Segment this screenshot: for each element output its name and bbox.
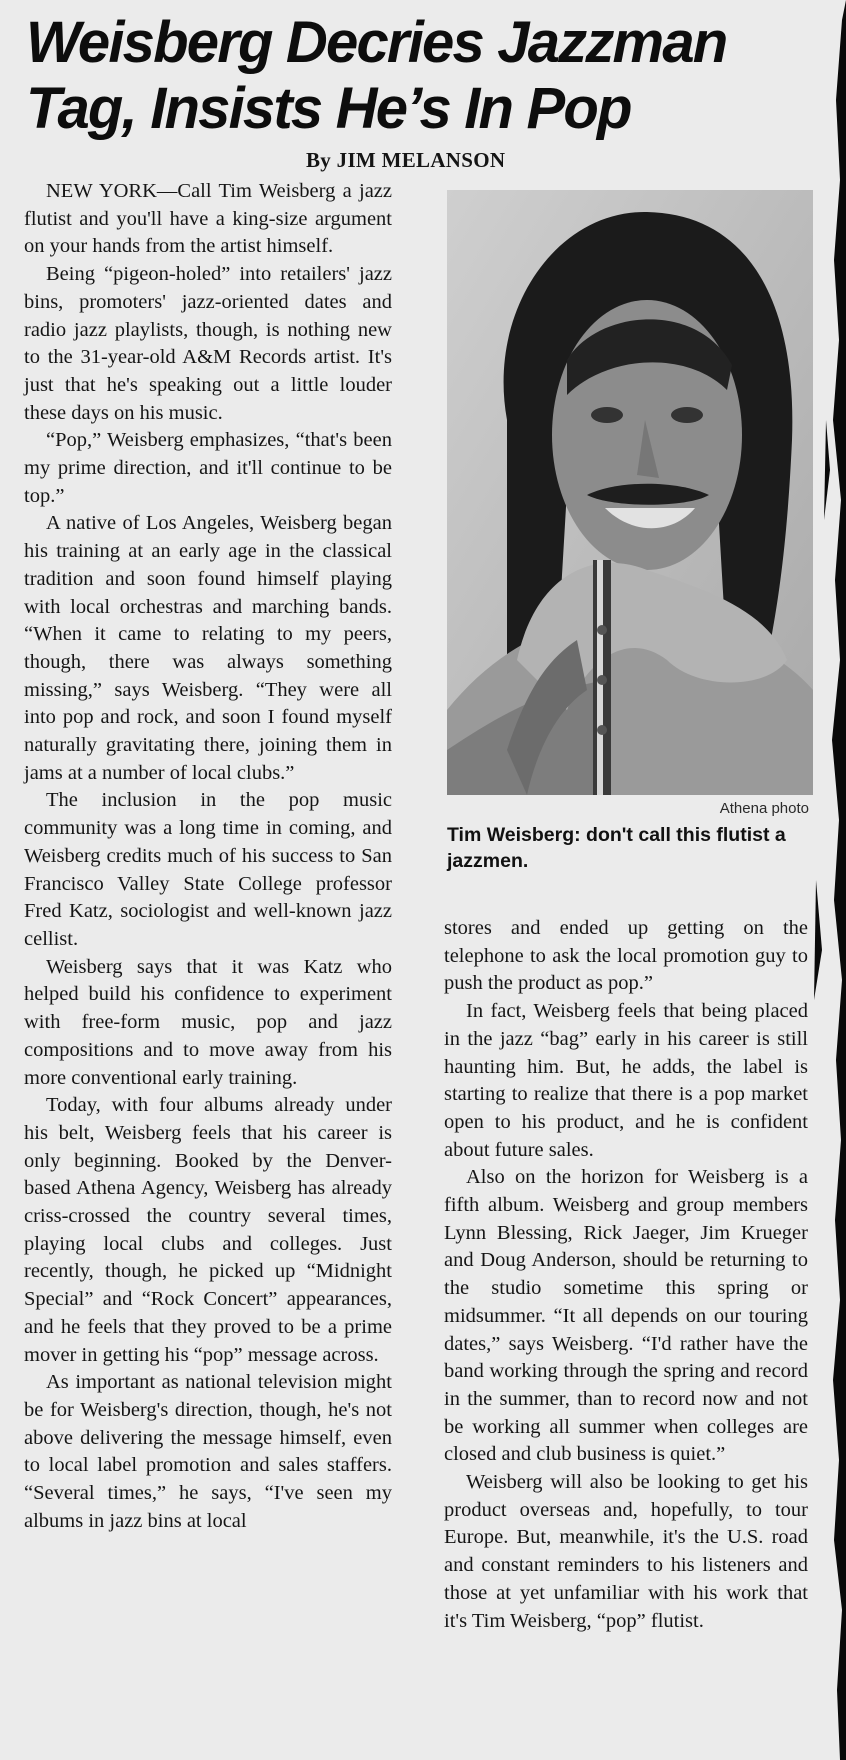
paragraph: In fact, Weisberg feels that being placed in the jazz “bag” early in his career is still haunting him. But, he adds, the label is starting to realize that there is a pop market open to his product, and he is confident about future sales. bbox=[444, 1000, 808, 1161]
paragraph: “Pop,” Weisberg emphasizes, “that's been my prime direction, and it'll continue to be top.” bbox=[24, 429, 392, 507]
byline: By JIM MELANSON bbox=[306, 148, 506, 172]
torn-edge-decoration bbox=[806, 0, 846, 1760]
headline-line-1: Weisberg Decries Jazzman bbox=[26, 10, 727, 75]
paragraph: A native of Los Angeles, Weisberg began his training at an early age in the classical tradition and soon found himself playing with local orchestras and marching bands. “When it came to relating to my peers, though, there was always something missing,” says Weisberg. “They were all into pop and rock, and soon I found myself naturally gravitating there, joining them in jams at a number of local clubs.” bbox=[24, 512, 392, 784]
paragraph: Being “pigeon-holed” into retailers' jazz bins, promoters' jazz-oriented dates and radio jazz playlists, though, is nothing new to the 31-year-old A&M Records artist. It's just that he's speaking out a little louder these days on his music. bbox=[24, 263, 392, 424]
paragraph: Weisberg says that it was Katz who helped build his confidence to experiment with free-form music, pop and jazz compositions and to move away from his more conventional early training. bbox=[24, 955, 392, 1089]
paragraph: Weisberg will also be looking to get his product overseas and, hopefully, to tour Europe. But, meanwhile, it's the U.S. road and constant reminders to his listeners and those at yet unfamiliar with his work that it's Tim Weisberg, “pop” flutist. bbox=[444, 1471, 808, 1632]
right-column bbox=[444, 915, 808, 1635]
paragraph: Today, with four albums already under his belt, Weisberg feels that his career is only beginning. Booked by the Denver-based Athena Agency, Weisberg has already criss-crossed the country several times, playing local clubs and colleges. Just recently, though, he picked up “Midnight Special” and “Rock Concert” appearances, and he feels that they proved to be a prime mover in getting his “pop” message across. bbox=[24, 1094, 392, 1366]
headline bbox=[26, 10, 826, 142]
photo-credit: Athena photo bbox=[719, 800, 809, 817]
paragraph: stores and ended up getting on the telephone to ask the local promotion guy to push the product as pop.” bbox=[444, 917, 808, 995]
photo bbox=[447, 190, 813, 795]
portrait-image bbox=[447, 190, 813, 795]
left-column bbox=[24, 178, 392, 1535]
photo-caption: Tim Weisberg: don't call this flutist a jazzmen. bbox=[447, 824, 786, 872]
paragraph: Also on the horizon for Weisberg is a fifth album. Weisberg and group members Lynn Blessing, Rick Jaeger, Jim Krueger and Doug Anderson, should be returning to the studio sometime this spring or midsummer. “It all depends on our touring dates,” says Weisberg. “I'd rather have the band working through the spring and record in the summer, than to record now and not be working all summer when colleges are closed and club business is quiet.” bbox=[444, 1166, 808, 1466]
paragraph: The inclusion in the pop music community was a long time in coming, and Weisberg credits much of his success to San Francisco Valley State College professor Fred Katz, sociologist and well-known jazz cellist. bbox=[24, 789, 392, 950]
headline-line-2: Tag, Insists He’s In Pop bbox=[26, 76, 631, 141]
paragraph: As important as national television might be for Weisberg's direction, though, he's not above delivering the message himself, even to local label promotion and sales staffers. “Several times,” he says, “I've seen my albums in jazz bins at local bbox=[24, 1371, 392, 1532]
paragraph: NEW YORK—Call Tim Weisberg a jazz flutist and you'll have a king-size argument on your hands from the artist himself. bbox=[24, 180, 392, 258]
